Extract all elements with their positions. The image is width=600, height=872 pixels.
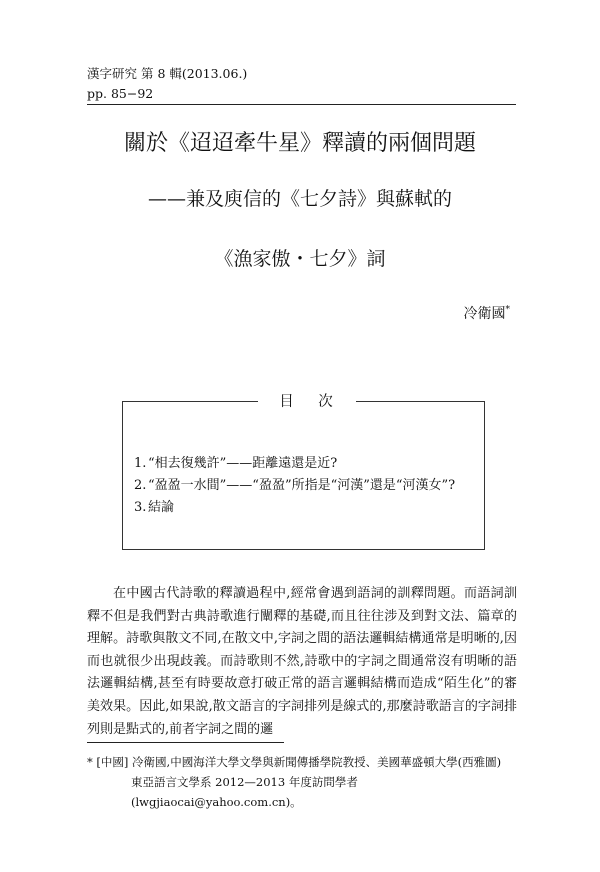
author-footnote-mark[interactable]: * — [505, 305, 510, 315]
toc-item-1[interactable] — [134, 453, 479, 475]
article-title: 關於《迢迢牽牛星》釋讀的兩個問題 — [123, 131, 476, 156]
body-paragraph: 在中國古代詩歌的釋讀過程中,經常會遇到語詞的訓釋問題。而語詞訓釋不但是我們對古典詩歌進行闡釋的基礎,而且往往涉及到對文法、篇章的理解。詩歌與散文不同,在散文中,字詞之間的語法邏輯結構通常是明晰的,因而也就很少出現歧義。而詩歌則不然,詩歌中的字詞之間通常沒有明晰的語法邏輯結構,甚至有時要故意打破正常的語言邏輯結構而造成“陌生化”的審美效果。因此,如果說,散文語言的字詞排列是線式的,那麼詩歌語言的字詞排列則是點式的,前者字詞之間的邏 — [87, 586, 517, 737]
toc-item-text: 結論 — [148, 500, 175, 515]
article-subtitle-line-1: ——兼及庾信的《七夕詩》與蘇軾的 — [147, 188, 452, 210]
toc-item-text: “相去復幾許”——距離遠還是近? — [148, 456, 338, 471]
toc-item-number: 3. — [134, 500, 147, 515]
footnote-line-1: * [中國] 冷衛國,中國海洋大學文學與新聞傳播學院教授、美國華盛頓大學(西雅圖) — [87, 755, 502, 769]
toc-item-number: 2. — [134, 478, 147, 493]
article-subtitle-line-2: 《漁家傲・七夕》詞 — [214, 248, 386, 270]
author-byline — [464, 303, 511, 323]
journal-header — [87, 64, 247, 104]
author-footnote — [87, 752, 527, 812]
toc-item-number: 1. — [134, 456, 147, 471]
toc-list — [134, 453, 479, 519]
footnote-line-2: 東亞語言文學系 2012—2013 年度訪問學者(lwgjiaocai@yahoo.com.cn)。 — [131, 775, 358, 809]
footnote-rule — [87, 742, 284, 743]
toc-item-2[interactable] — [134, 475, 479, 497]
header-rule — [87, 104, 516, 105]
page-range: pp. 85−92 — [87, 86, 154, 101]
toc-item-text: “盈盈一水間”——“盈盈”所指是“河漢”還是“河漢女”? — [148, 478, 456, 493]
toc-item-3[interactable] — [134, 497, 479, 519]
journal-title: 漢字研究 第 8 輯(2013.06.) — [87, 66, 248, 81]
toc-title: 目 次 — [258, 390, 356, 411]
author-name: 冷衛國 — [463, 306, 506, 322]
